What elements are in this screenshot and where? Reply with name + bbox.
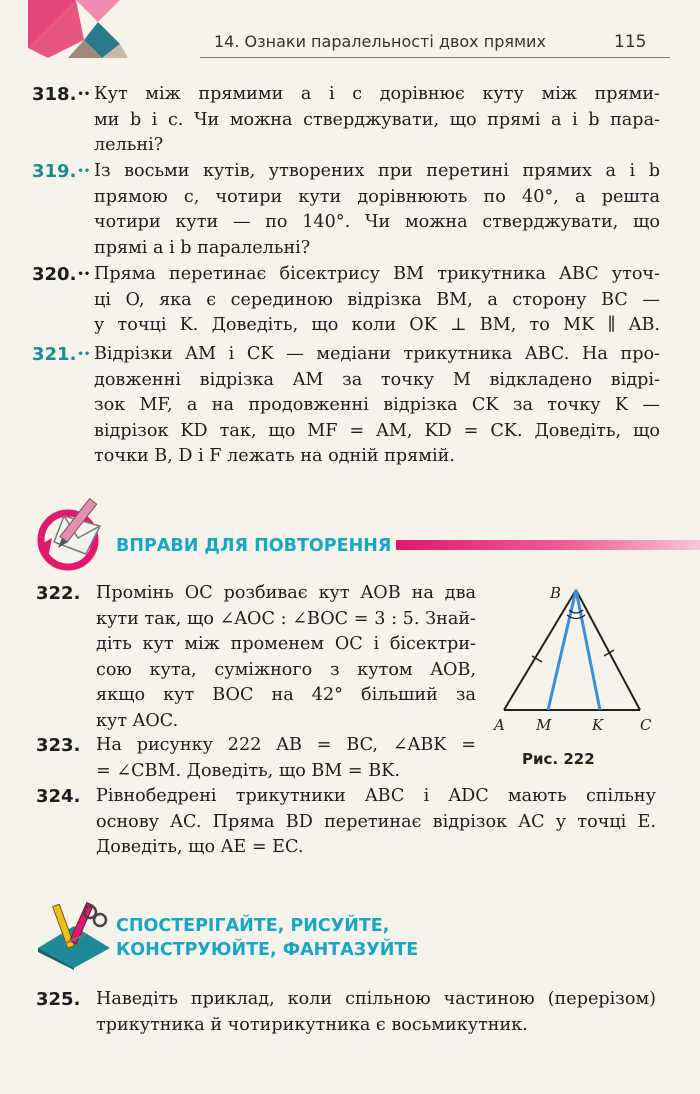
problem-text: Відрізки AM і CK — медіани трикутника ABC. На про- довженні відрізка AM за точку M відкладено відрі- зок MF, а на продовженні відрізка CK за точку K — відрізок KD так, що MF = AM, KD = CK. Доведіть, що точки B, D і F лежать на одній прямій. xyxy=(94,344,660,466)
problem-number: 323. xyxy=(36,735,81,756)
page-number: 115 xyxy=(614,32,647,52)
problem-text: Рівнобедрені трикутники ABC і ADC мають спільну основу AC. Пряма BD перетинає відрізок AC у точці E. Доведіть, що AE = EC. xyxy=(96,786,656,857)
page-header xyxy=(0,0,700,60)
tools-icon xyxy=(34,900,112,970)
header-rule xyxy=(200,57,670,58)
section-title-repeat: ВПРАВИ ДЛЯ ПОВТОРЕННЯ xyxy=(116,536,392,556)
segment-bm xyxy=(548,590,576,710)
problem-text: Кут між прямими a і c дорівнює куту між прями- ми b і c. Чи можна стверджувати, що прямі a і b пара- лельні? xyxy=(94,84,660,155)
side-bc xyxy=(576,590,640,710)
problem-number: 324. xyxy=(36,786,81,807)
pencil-envelope-icon xyxy=(34,496,114,576)
problem-text: Наведіть приклад, коли спільною частиною (перерізом) трикутника й чотирикутника є восьмикутник. xyxy=(96,989,656,1035)
problem-number: 319.•• xyxy=(32,161,91,182)
label-c: C xyxy=(640,716,652,734)
problem-number: 318.•• xyxy=(32,84,91,105)
problem-number: 322. xyxy=(36,583,81,604)
label-a: A xyxy=(494,716,505,734)
chapter-title: 14. Ознаки паралельності двох прямих xyxy=(214,32,546,51)
problem-text: На рисунку 222 AB = BC, ∠ABK = = ∠CBM. Доведіть, що BM = BK. xyxy=(96,735,476,781)
figure-caption: Рис. 222 xyxy=(522,750,595,768)
section-bar xyxy=(396,540,700,550)
label-b: B xyxy=(550,584,562,602)
figure-222-triangle xyxy=(490,580,660,740)
side-ab xyxy=(504,590,576,710)
label-m: M xyxy=(536,716,552,734)
label-k: K xyxy=(592,716,604,734)
problem-text: Пряма перетинає бісектрису BM трикутника ABC уточ- ці O, яка є серединою відрізка BM, а сторону BC — у точці K. Доведіть, що коли OK ⊥ BM, то MK ∥ AB. xyxy=(94,264,660,335)
segment-bk xyxy=(576,590,600,710)
problem-number: 320.•• xyxy=(32,264,91,285)
problem-number: 325. xyxy=(36,989,81,1010)
tangram-logo-icon xyxy=(28,0,138,62)
problem-number: 321.•• xyxy=(32,344,91,365)
section-title-observe: СПОСТЕРІГАЙТЕ, РИСУЙТЕ, КОНСТРУЮЙТЕ, ФАНТАЗУЙТЕ xyxy=(116,916,419,960)
problem-text: Промінь OC розбиває кут AOB на два кути так, що ∠AOC : ∠BOC = 3 : 5. Знай- діть кут між променем OC і бісектри- сою кута, суміжного з кутом AOB, якщо кут BOC на 42° більший за кут AOC. xyxy=(96,583,476,731)
problem-text: Із восьми кутів, утворених при перетині прямих a і b прямою c, чотири кути дорівнюють по 40°, а решта чотири кути — по 140°. Чи можна стверджувати, що прямі a і b паралельні? xyxy=(94,161,660,258)
